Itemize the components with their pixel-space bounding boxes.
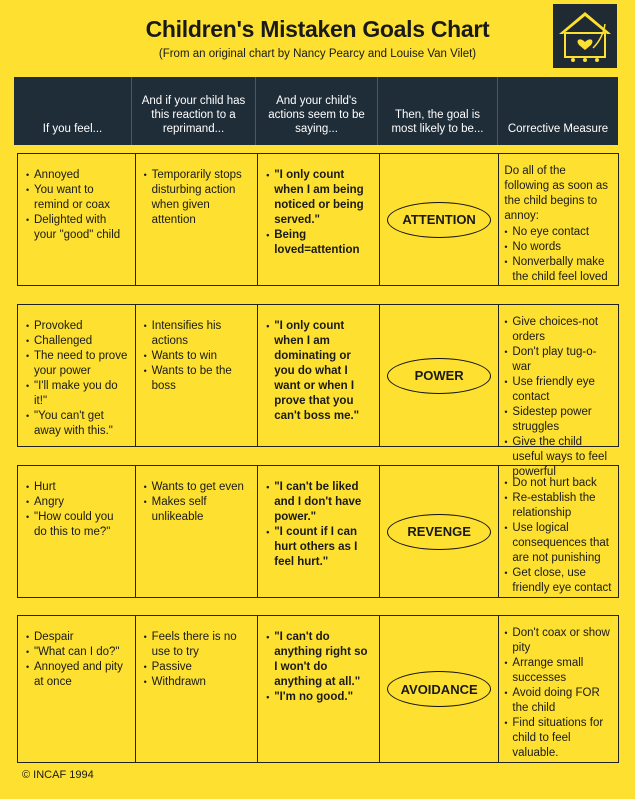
table-row (17, 153, 619, 286)
feel-item: • Despair (26, 630, 129, 645)
saying-item: • "I'm no good." (266, 690, 373, 705)
saying-cell (258, 305, 380, 446)
page-title: Children's Mistaken Goals Chart (145, 16, 490, 42)
saying-cell (258, 154, 380, 285)
reaction-cell (136, 466, 259, 597)
feel-cell (18, 466, 136, 597)
corrective-item: • Give choices-not orders (504, 315, 612, 345)
saying-cell (258, 466, 380, 597)
feel-item: • Angry (26, 495, 129, 510)
reaction-item: • Withdrawn (144, 675, 252, 690)
feel-cell (18, 616, 136, 762)
corrective-item: • Get close, use friendly eye contact (504, 566, 612, 596)
goal-cell (380, 616, 500, 762)
reaction-item: • Makes self unlikeable (144, 495, 252, 525)
corrective-item: • Nonverbally make the child feel loved (504, 255, 612, 285)
corrective-item: • Give the child useful ways to feel powerful (504, 435, 612, 480)
goal-ellipse: REVENGE (387, 514, 491, 550)
goal-cell (380, 154, 500, 285)
corrective-item: • Avoid doing FOR the child (504, 686, 612, 716)
feel-item: • "What can I do?" (26, 645, 129, 660)
reaction-item: • Passive (144, 660, 252, 675)
reaction-item: • Feels there is no use to try (144, 630, 252, 660)
corrective-item: • Use friendly eye contact (504, 375, 612, 405)
header-goal: Then, the goal is most likely to be... (378, 77, 498, 145)
saying-item: • Being loved=attention (266, 228, 373, 258)
corrective-item: • Do not hurt back (504, 476, 612, 491)
corrective-item: • Don't coax or show pity (504, 626, 612, 656)
corrective-item: • No eye contact (504, 225, 612, 240)
corrective-cell (499, 154, 618, 285)
corrective-item: • Sidestep power struggles (504, 405, 612, 435)
reaction-cell (136, 154, 259, 285)
table-header (14, 77, 618, 145)
corrective-cell (499, 616, 618, 762)
reaction-item: • Wants to win (144, 349, 252, 364)
goal-cell (380, 305, 500, 446)
corrective-item: • Don't play tug-o-war (504, 345, 612, 375)
feel-item: • Challenged (26, 334, 129, 349)
saying-item: • "I only count when I am dominating or you do what I want or when I prove that you can't boss me." (266, 319, 373, 424)
goal-ellipse: ATTENTION (387, 202, 491, 238)
goal-ellipse: POWER (387, 358, 491, 394)
corrective-cell (499, 466, 618, 597)
header-reaction: And if your child has this reaction to a reprimand... (132, 77, 256, 145)
saying-item: • "I can't do anything right so I won't do anything at all." (266, 630, 373, 690)
corrective-cell (499, 305, 618, 478)
reaction-item: • Wants to get even (144, 480, 252, 495)
feel-item: • Annoyed and pity at once (26, 660, 129, 690)
table-row (17, 615, 619, 763)
goal-ellipse: AVOIDANCE (387, 671, 491, 707)
corrective-item: • Use logical consequences that are not punishing (504, 521, 612, 566)
saying-cell (258, 616, 380, 762)
feel-item: • "You can't get away with this." (26, 409, 129, 439)
corrective-item: • Re-establish the relationship (504, 491, 612, 521)
saying-item: • "I can't be liked and I don't have power." (266, 480, 373, 525)
header-corrective: Corrective Measure (507, 123, 609, 135)
saying-item: • "I only count when I am being noticed or being served." (266, 168, 373, 228)
feel-cell (18, 154, 136, 285)
table-row (17, 304, 619, 478)
feel-item: • The need to prove your power (26, 349, 129, 379)
feel-item: • Annoyed (26, 168, 129, 183)
goal-cell (380, 466, 500, 597)
copyright-notice: © INCAF 1994 (22, 769, 94, 781)
feel-item: • Provoked (26, 319, 129, 334)
saying-item: • "I count if I can hurt others as I feel hurt." (266, 525, 373, 570)
page-subtitle: (From an original chart by Nancy Pearcy and Louise Van Vilet) (158, 48, 477, 60)
feel-item: • You want to remind or coax (26, 183, 129, 213)
reaction-item: • Wants to be the boss (144, 364, 252, 394)
feel-item: • Delighted with your "good" child (26, 213, 129, 243)
corrective-item: • No words (504, 240, 612, 255)
corrective-item: • Arrange small successes (504, 656, 612, 686)
feel-item: • Hurt (26, 480, 129, 495)
house-logo-icon (553, 4, 617, 68)
reaction-cell (136, 616, 259, 762)
corrective-intro: Do all of the following as soon as the child begins to annoy: (504, 165, 608, 222)
feel-item: • "How could you do this to me?" (26, 510, 129, 540)
reaction-item: • Temporarily stops disturbing action when given attention (144, 168, 252, 228)
feel-cell (18, 305, 136, 446)
reaction-item: • Intensifies his actions (144, 319, 252, 349)
header-saying: And your child's actions seem to be saying... (256, 77, 378, 145)
feel-item: • "I'll make you do it!" (26, 379, 129, 409)
corrective-item: • Find situations for child to feel valuable. (504, 716, 612, 761)
table-row (17, 465, 619, 598)
header-feel: If you feel... (14, 77, 132, 145)
reaction-cell (136, 305, 259, 446)
